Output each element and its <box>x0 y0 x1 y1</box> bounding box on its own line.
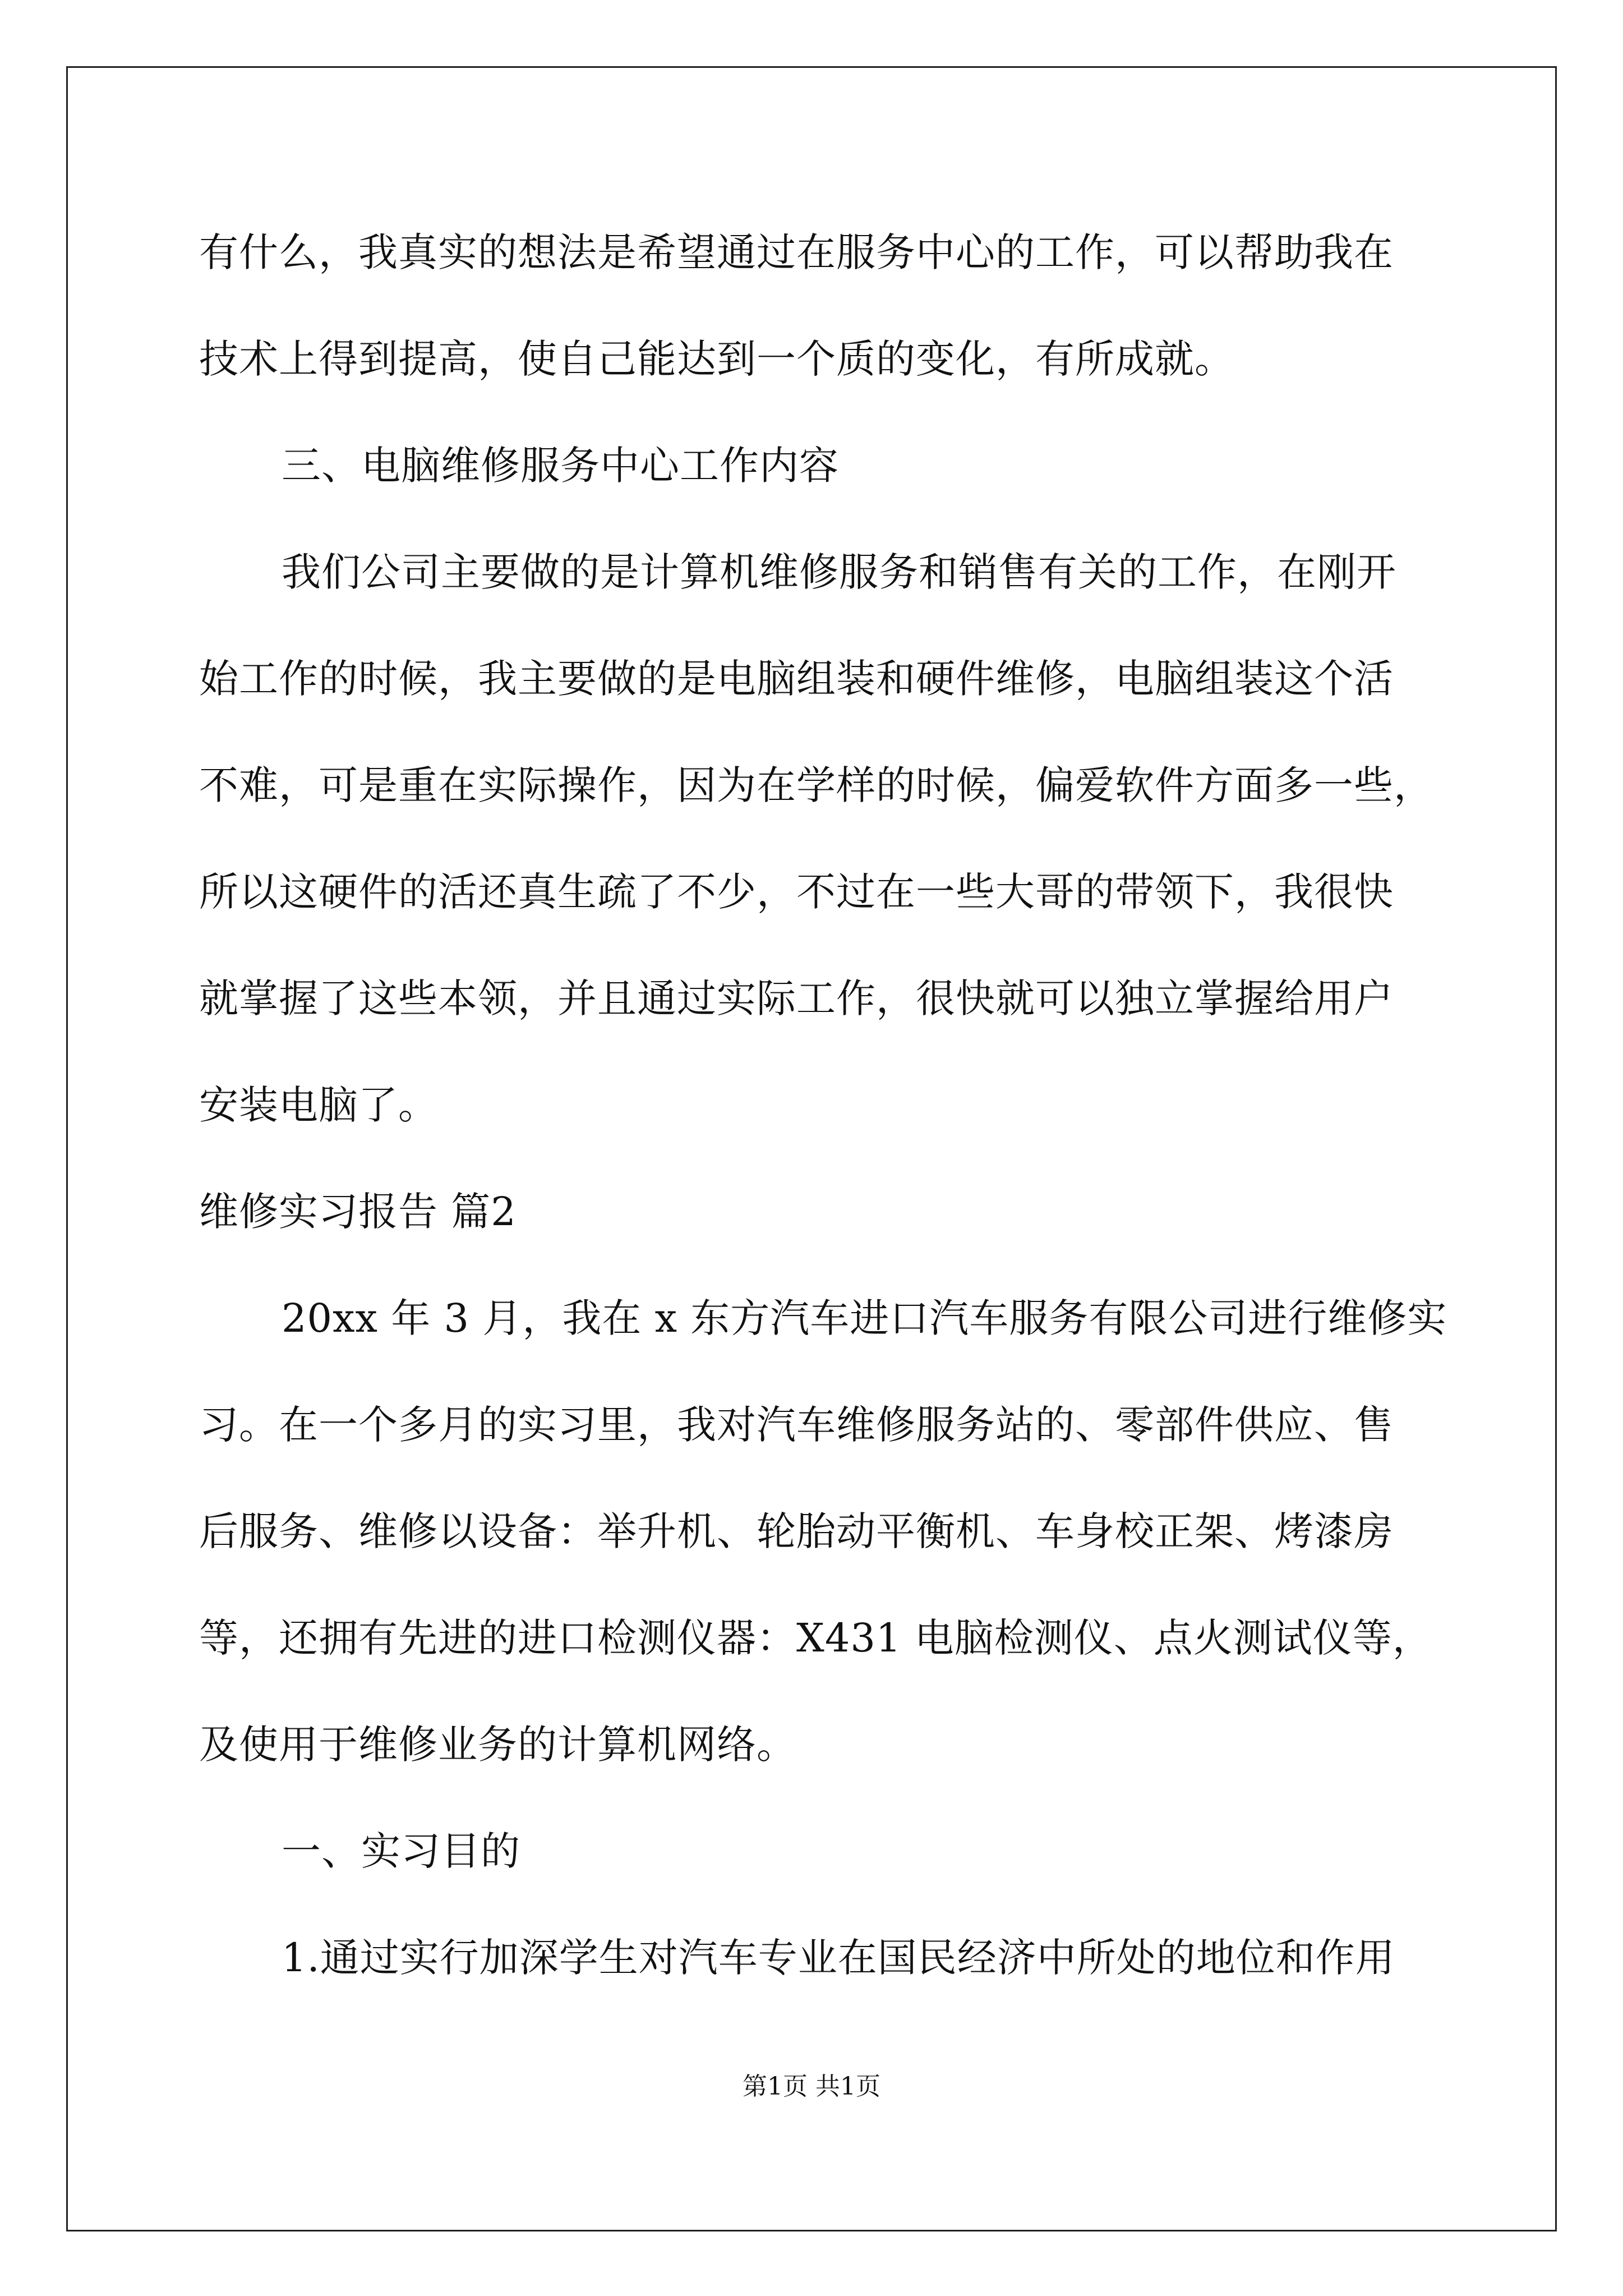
section-heading: 一、实习目的 <box>282 1828 520 1874</box>
paragraph-line: 20xx 年 3 月，我在 x 东方汽车进口汽车服务有限公司进行维修实 <box>282 1295 1447 1341</box>
paragraph-line: 习。在一个多月的实习里，我对汽车维修服务站的、零部件供应、售 <box>199 1402 1394 1448</box>
paragraph-line: 有什么，我真实的想法是希望通过在服务中心的工作，可以帮助我在 <box>199 229 1394 275</box>
paragraph-line: 等，还拥有先进的进口检测仪器：X431 电脑检测仪、点火测试仪等， <box>199 1615 1432 1661</box>
paragraph-line: 我们公司主要做的是计算机维修服务和销售有关的工作，在刚开 <box>282 549 1396 595</box>
paragraph-line: 1.通过实行加深学生对汽车专业在国民经济中所处的地位和作用 <box>282 1935 1395 1981</box>
article-title: 维修实习报告 篇2 <box>199 1189 517 1235</box>
paragraph-line: 始工作的时候，我主要做的是电脑组装和硬件维修，电脑组装这个活 <box>199 656 1394 702</box>
paragraph-line: 及使用于维修业务的计算机网络。 <box>199 1722 796 1768</box>
section-heading: 三、电脑维修服务中心工作内容 <box>282 443 839 489</box>
paragraph-line: 就掌握了这些本领，并且通过实际工作，很快就可以独立掌握给用户 <box>199 976 1394 1022</box>
paragraph-line: 安装电脑了。 <box>199 1082 438 1128</box>
page-border <box>66 66 1557 2231</box>
paragraph-line: 不难，可是重在实际操作，因为在学样的时候，偏爱软件方面多一些， <box>199 762 1433 808</box>
paragraph-line: 所以这硬件的活还真生疏了不少，不过在一些大哥的带领下，我很快 <box>199 869 1394 915</box>
page-number-footer: 第1页 共1页 <box>743 2072 880 2101</box>
paragraph-line: 技术上得到提高，使自己能达到一个质的变化，有所成就。 <box>199 336 1234 382</box>
paragraph-line: 后服务、维修以设备：举升机、轮胎动平衡机、车身校正架、烤漆房 <box>199 1508 1394 1554</box>
